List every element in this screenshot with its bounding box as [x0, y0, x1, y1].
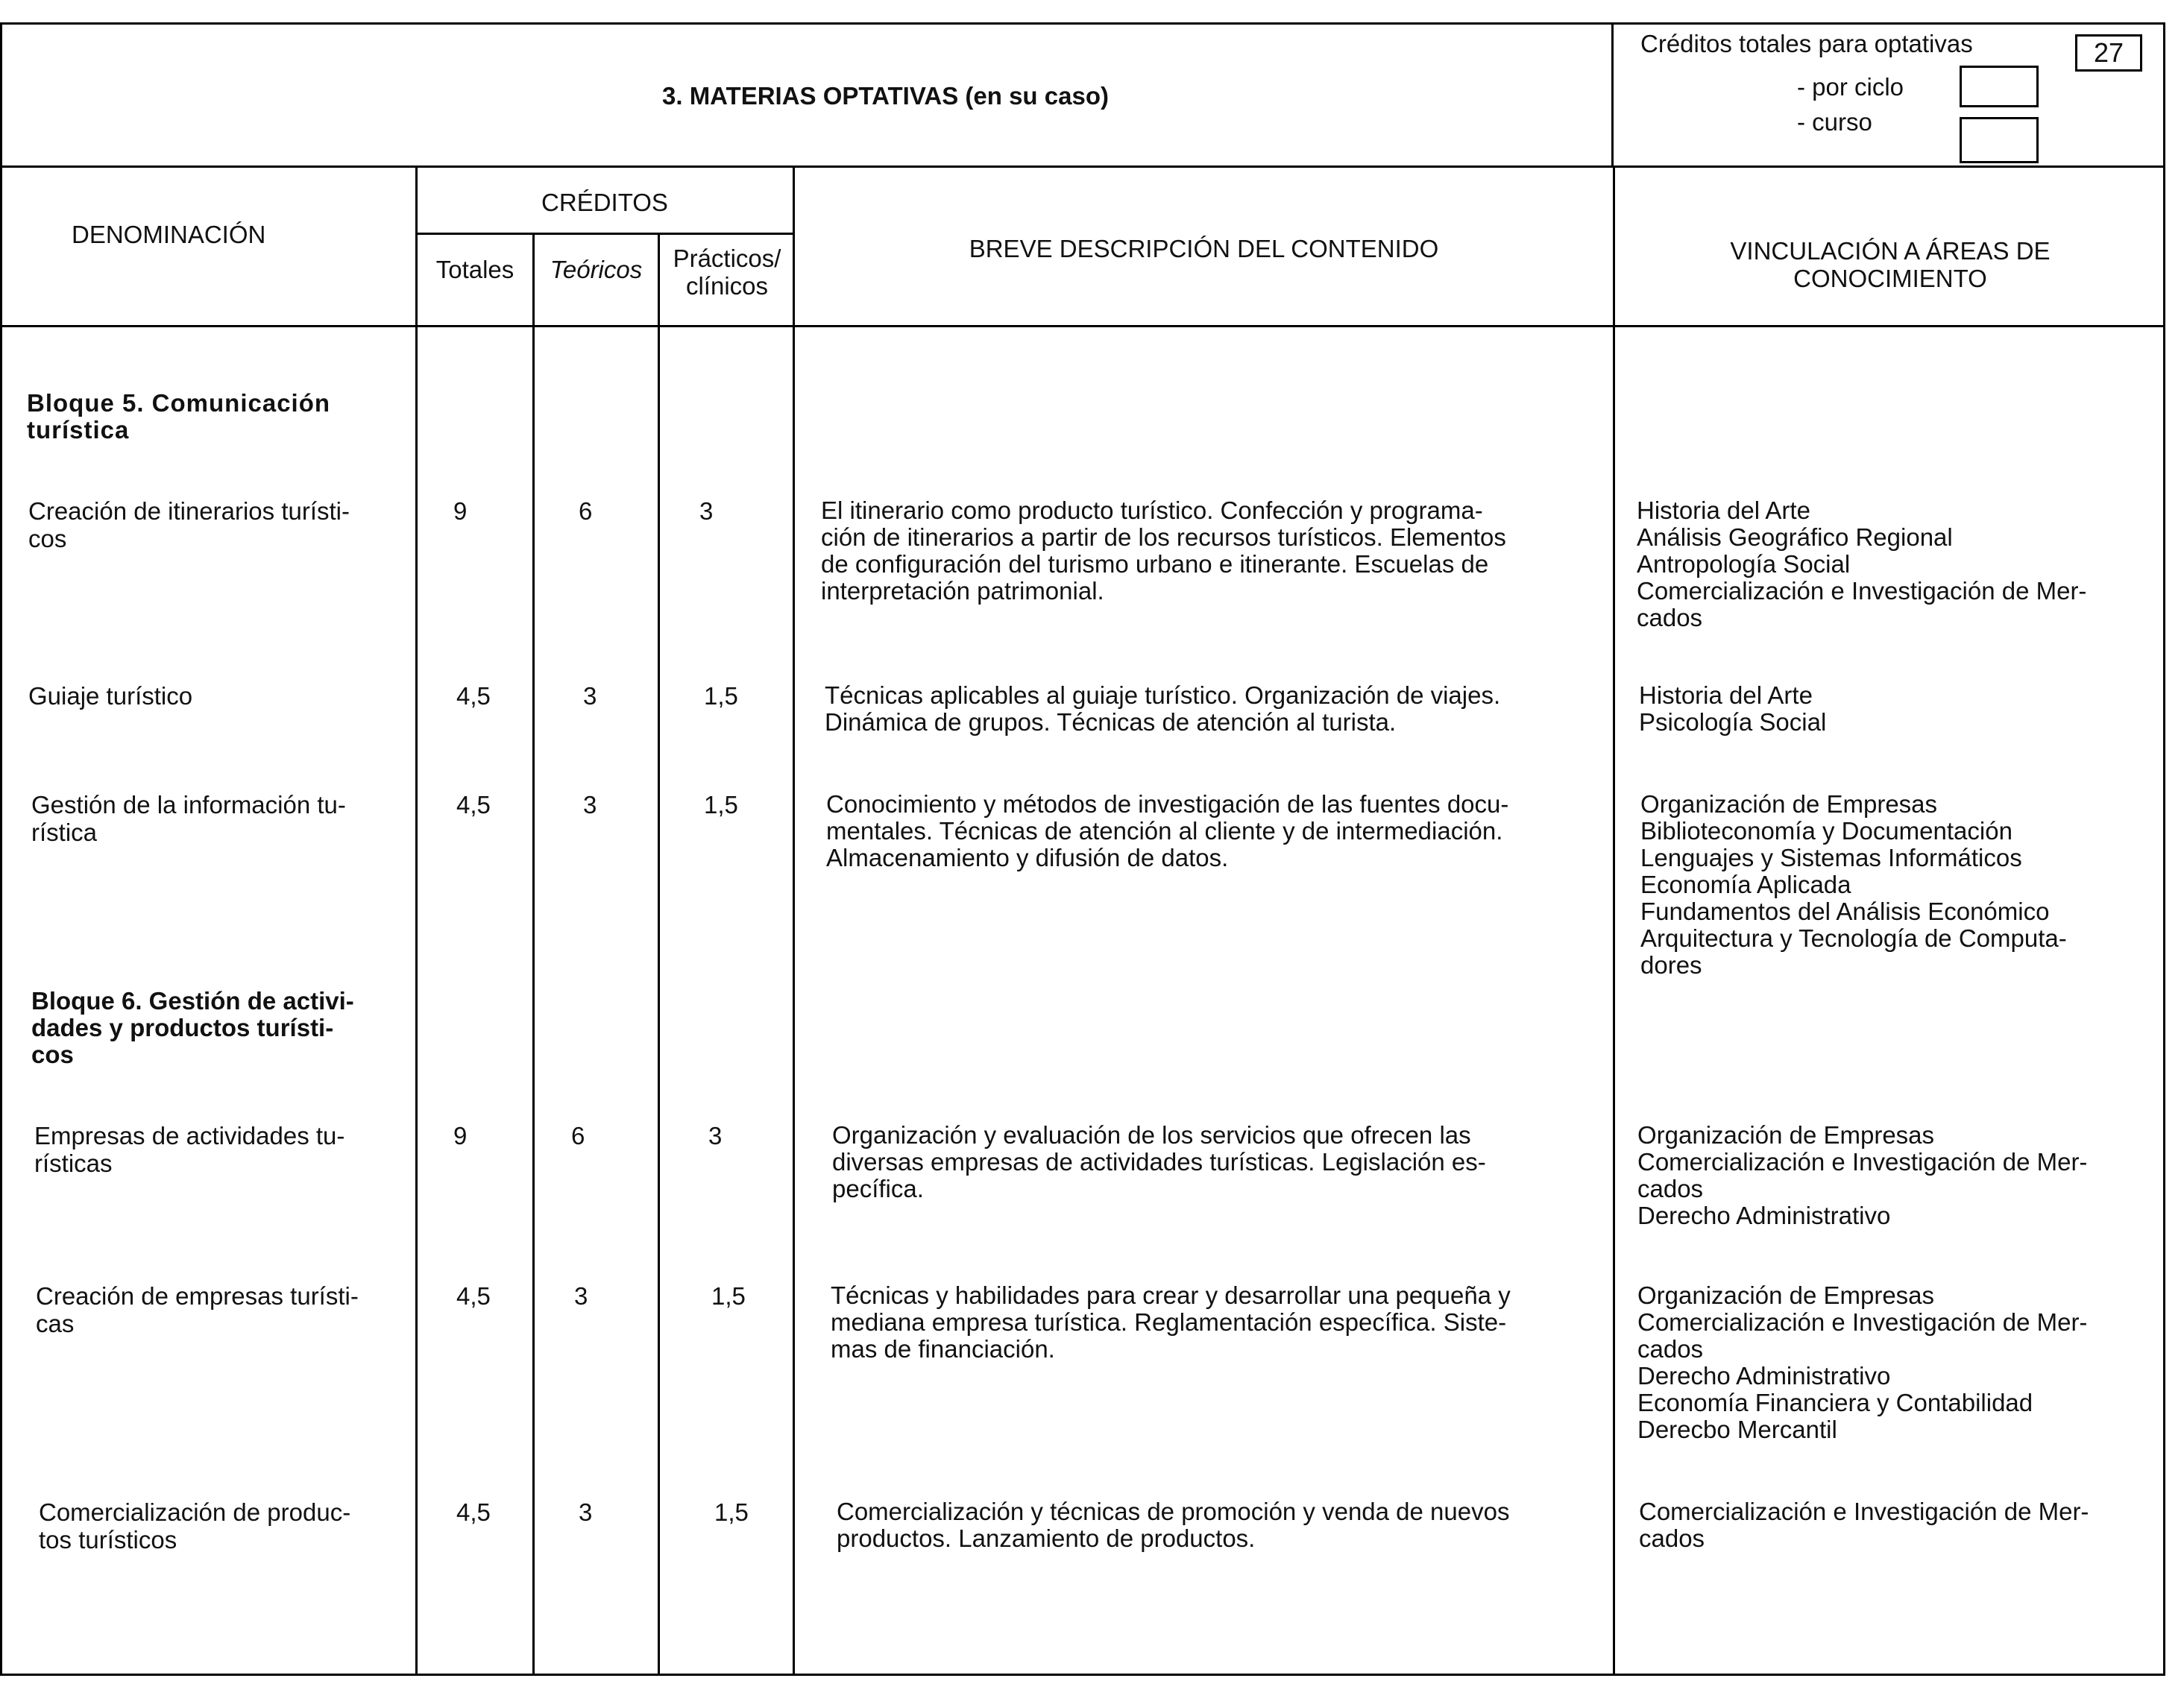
subject-areas: Organización de Empresas Comercialización e Investigación de Mer- cados Derecho Administrativo Economía Financiera y Contabilidad Derecbo Mercantil: [1637, 1281, 2088, 1443]
subject-areas: Organización de Empresas Biblioteconomía y Documentación Lenguajes y Sistemas Informáticos Economía Aplicada Fundamentos del Análisis Económico Arquitectura y Tecnología de Computa- dores: [1640, 790, 2067, 979]
por-ciclo-box: [1960, 66, 2039, 107]
header-right-divider: [1611, 22, 1614, 167]
col-header-vinculacion: VINCULACIÓN A ÁREAS DE CONOCIMIENTO: [1730, 237, 2051, 292]
credits-teoricos: 3: [574, 1282, 588, 1310]
table-row: [0, 1281, 2165, 1443]
credits-practicos: 1,5: [704, 791, 738, 819]
section-title: 3. MATERIAS OPTATIVAS (en su caso): [662, 82, 1109, 110]
creditos-sub-rule: [415, 233, 794, 235]
col-header-totales: Totales: [435, 256, 514, 283]
subject-name: Comercialización de produc- tos turísticos: [39, 1498, 351, 1554]
col-header-teoricos: Teóricos: [550, 256, 643, 283]
col-divider-denominacion: [415, 165, 418, 1676]
col-divider-descripcion: [1613, 165, 1615, 1676]
col-header-denominacion: DENOMINACIÓN: [72, 221, 266, 248]
credits-practicos: 3: [699, 497, 714, 525]
column-header-bottom-rule: [0, 325, 2165, 327]
col-divider-teoricos: [658, 233, 660, 1676]
credits-teoricos: 3: [583, 791, 597, 819]
credits-practicos: 1,5: [711, 1282, 746, 1310]
credits-teoricos: 3: [579, 1498, 593, 1526]
subject-description: El itinerario como producto turístico. Confección y programa- ción de itinerarios a partir de los recursos turísticos. Elementos de configuración del turismo urbano e itinerante. Escuelas de interpretación patrimonial.: [821, 496, 1506, 605]
credits-totales: 4,5: [456, 791, 491, 819]
credits-total-value: 27: [2093, 37, 2124, 68]
table-row: [0, 681, 2165, 736]
subject-areas: Comercialización e Investigación de Mer- cados: [1639, 1498, 2089, 1552]
subject-name: Creación de itinerarios turísti- cos: [28, 497, 350, 552]
credits-practicos: 1,5: [714, 1498, 749, 1526]
subject-description: Técnicas y habilidades para crear y desarrollar una pequeña y mediana empresa turística. Reglamentación específica. Siste- mas de financiación.: [831, 1281, 1511, 1363]
credits-totales: 4,5: [456, 682, 491, 710]
credits-teoricos: 3: [583, 682, 597, 710]
subject-description: Conocimiento y métodos de investigación de las fuentes docu- mentales. Técnicas de atención al cliente y de intermediación. Almacenamiento y difusión de datos.: [826, 790, 1509, 871]
block-title: Bloque 5. Comunicación turística: [27, 389, 331, 444]
curso-box: [1960, 117, 2039, 163]
subject-name: Creación de empresas turísti- cas: [36, 1282, 359, 1337]
credits-practicos: 1,5: [704, 682, 738, 710]
subject-areas: Historia del Arte Psicología Social: [1639, 681, 1827, 736]
subject-areas: Historia del Arte Análisis Geográfico Regional Antropología Social Comercialización e Investigación de Mer- cados: [1637, 496, 2087, 631]
credits-total-box: [2075, 34, 2142, 72]
subject-name: Gestión de la información tu- rística: [31, 791, 346, 846]
por-ciclo-label: - por ciclo: [1797, 73, 1904, 101]
col-divider-practicos: [793, 165, 795, 1676]
col-header-descripcion: BREVE DESCRIPCIÓN DEL CONTENIDO: [969, 235, 1439, 262]
table-row: [0, 496, 2165, 631]
table-row: [0, 1498, 2165, 1554]
credits-teoricos: 6: [579, 497, 593, 525]
col-header-creditos: CRÉDITOS: [541, 189, 668, 216]
credits-totales: 9: [453, 1122, 468, 1150]
table-row: [0, 790, 2165, 979]
credits-totales: 4,5: [456, 1282, 491, 1310]
col-header-practicos: Prácticos/ clínicos: [673, 245, 781, 300]
subject-description: Organización y evaluación de los servicios que ofrecen las diversas empresas de actividades turísticas. Legislación es- pecífica.: [832, 1121, 1486, 1202]
col-divider-totales: [532, 233, 535, 1676]
credits-totales: 9: [453, 497, 468, 525]
block-title: Bloque 6. Gestión de activi- dades y productos turísti- cos: [31, 987, 354, 1068]
credits-totales: 4,5: [456, 1498, 491, 1526]
credits-teoricos: 6: [571, 1122, 585, 1150]
subject-name: Empresas de actividades tu- rísticas: [34, 1122, 345, 1177]
credits-practicos: 3: [708, 1122, 723, 1150]
subject-areas: Organización de Empresas Comercialización e Investigación de Mer- cados Derecho Administrativo: [1637, 1121, 2088, 1229]
credits-total-label: Créditos totales para optativas: [1640, 30, 1973, 57]
table-row: [0, 1121, 2165, 1229]
subject-description: Técnicas aplicables al guiaje turístico. Organización de viajes. Dinámica de grupos. Técnicas de atención al turista.: [825, 681, 1501, 736]
curso-label: - curso: [1797, 108, 1872, 136]
subject-description: Comercialización y técnicas de promoción y venda de nuevos productos. Lanzamiento de productos.: [837, 1498, 1510, 1552]
header-bottom-rule: [0, 165, 2165, 168]
subject-name: Guiaje turístico: [28, 682, 193, 710]
